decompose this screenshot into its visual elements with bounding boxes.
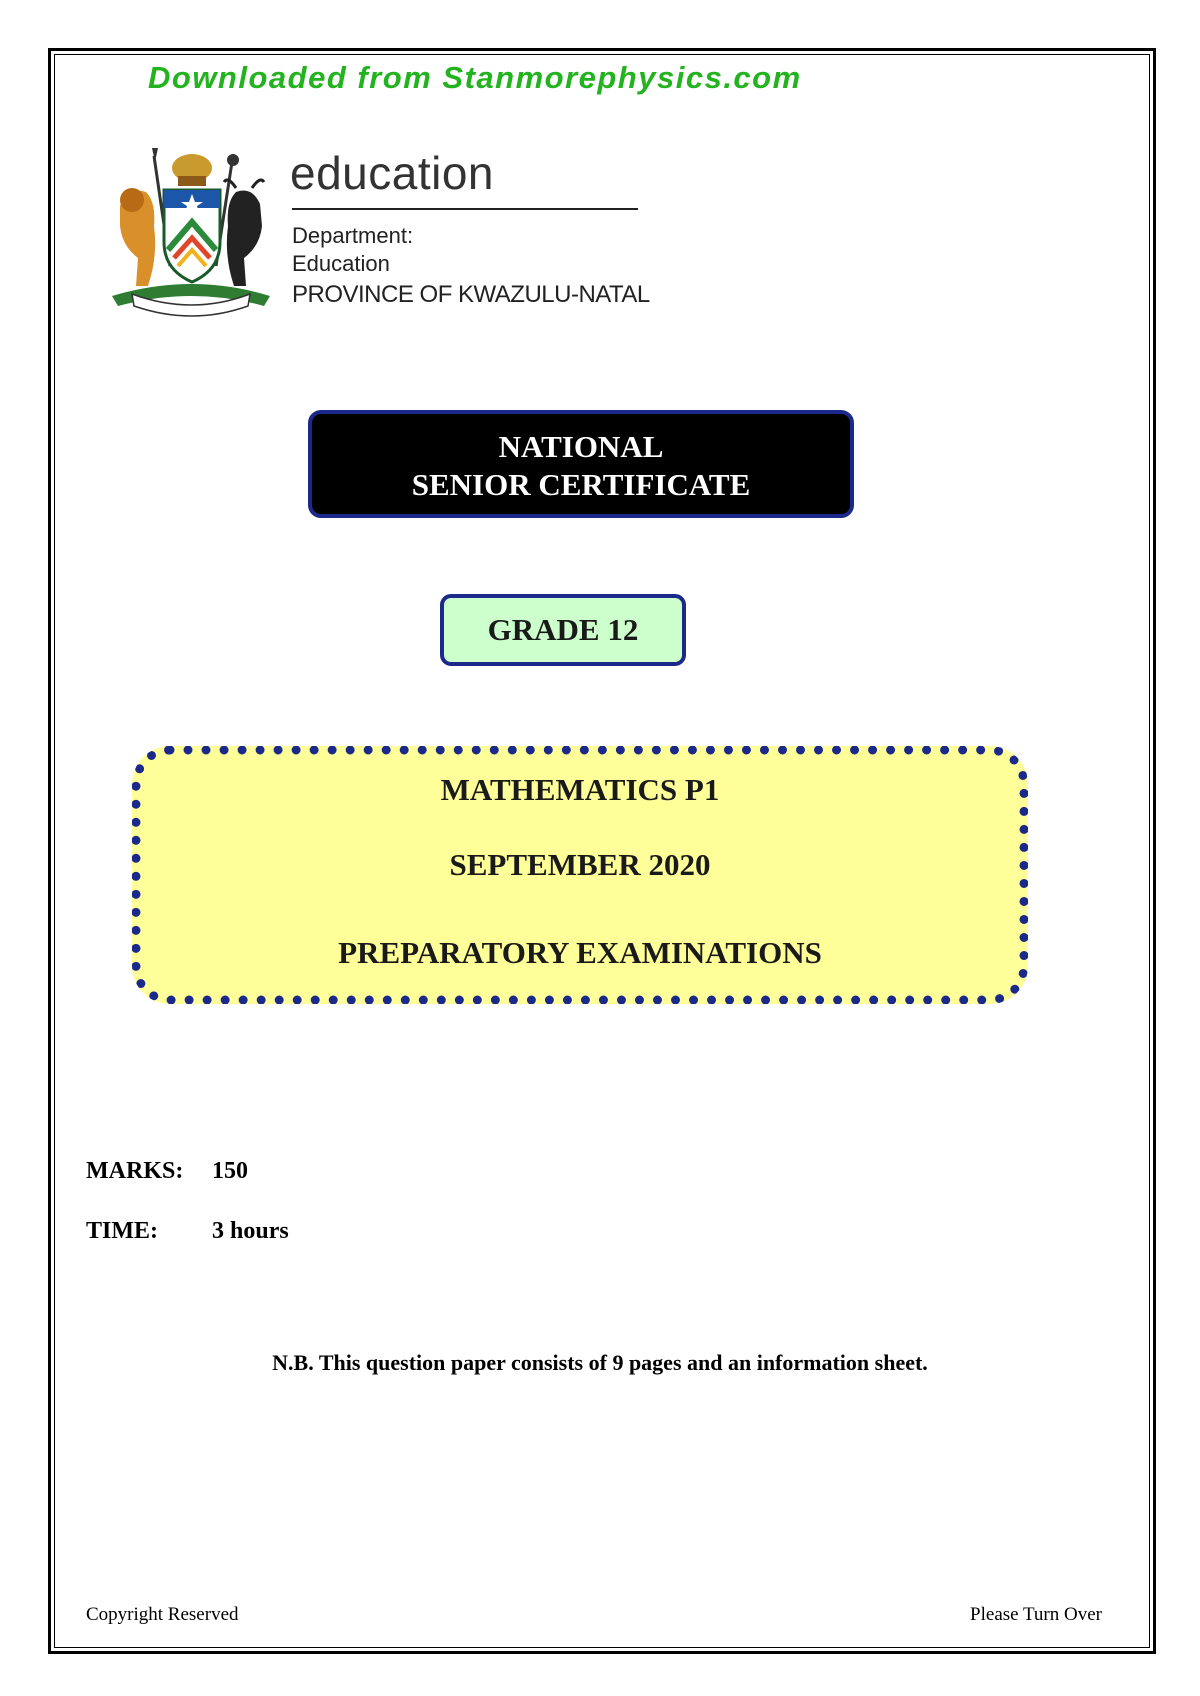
grade-box: GRADE 12 — [440, 594, 686, 666]
download-watermark: Downloaded from Stanmorephysics.com — [148, 60, 802, 95]
exam-date: SEPTEMBER 2020 — [449, 847, 711, 882]
department-label: Department: — [292, 223, 414, 248]
marks-value: 150 — [212, 1158, 248, 1184]
logo-divider — [292, 208, 638, 210]
time-label: TIME: — [86, 1218, 158, 1244]
turn-over-footer: Please Turn Over — [970, 1604, 1102, 1625]
exam-type: PREPARATORY EXAMINATIONS — [338, 935, 822, 970]
certificate-title-line2: SENIOR CERTIFICATE — [411, 467, 751, 502]
province-name: PROVINCE OF KWAZULU-NATAL — [292, 281, 650, 308]
paper-note: N.B. This question paper consists of 9 pages and an information sheet. — [272, 1350, 928, 1375]
certificate-title-box — [308, 410, 854, 518]
copyright-footer: Copyright Reserved — [86, 1604, 239, 1625]
education-logo-word: education — [290, 147, 494, 199]
marks-label: MARKS: — [86, 1158, 184, 1184]
certificate-title-line1: NATIONAL — [498, 429, 664, 464]
time-value: 3 hours — [212, 1218, 289, 1244]
kzn-coat-of-arms-logo — [108, 146, 274, 318]
department-name: Education — [292, 251, 390, 276]
subject-title: MATHEMATICS P1 — [440, 772, 720, 807]
